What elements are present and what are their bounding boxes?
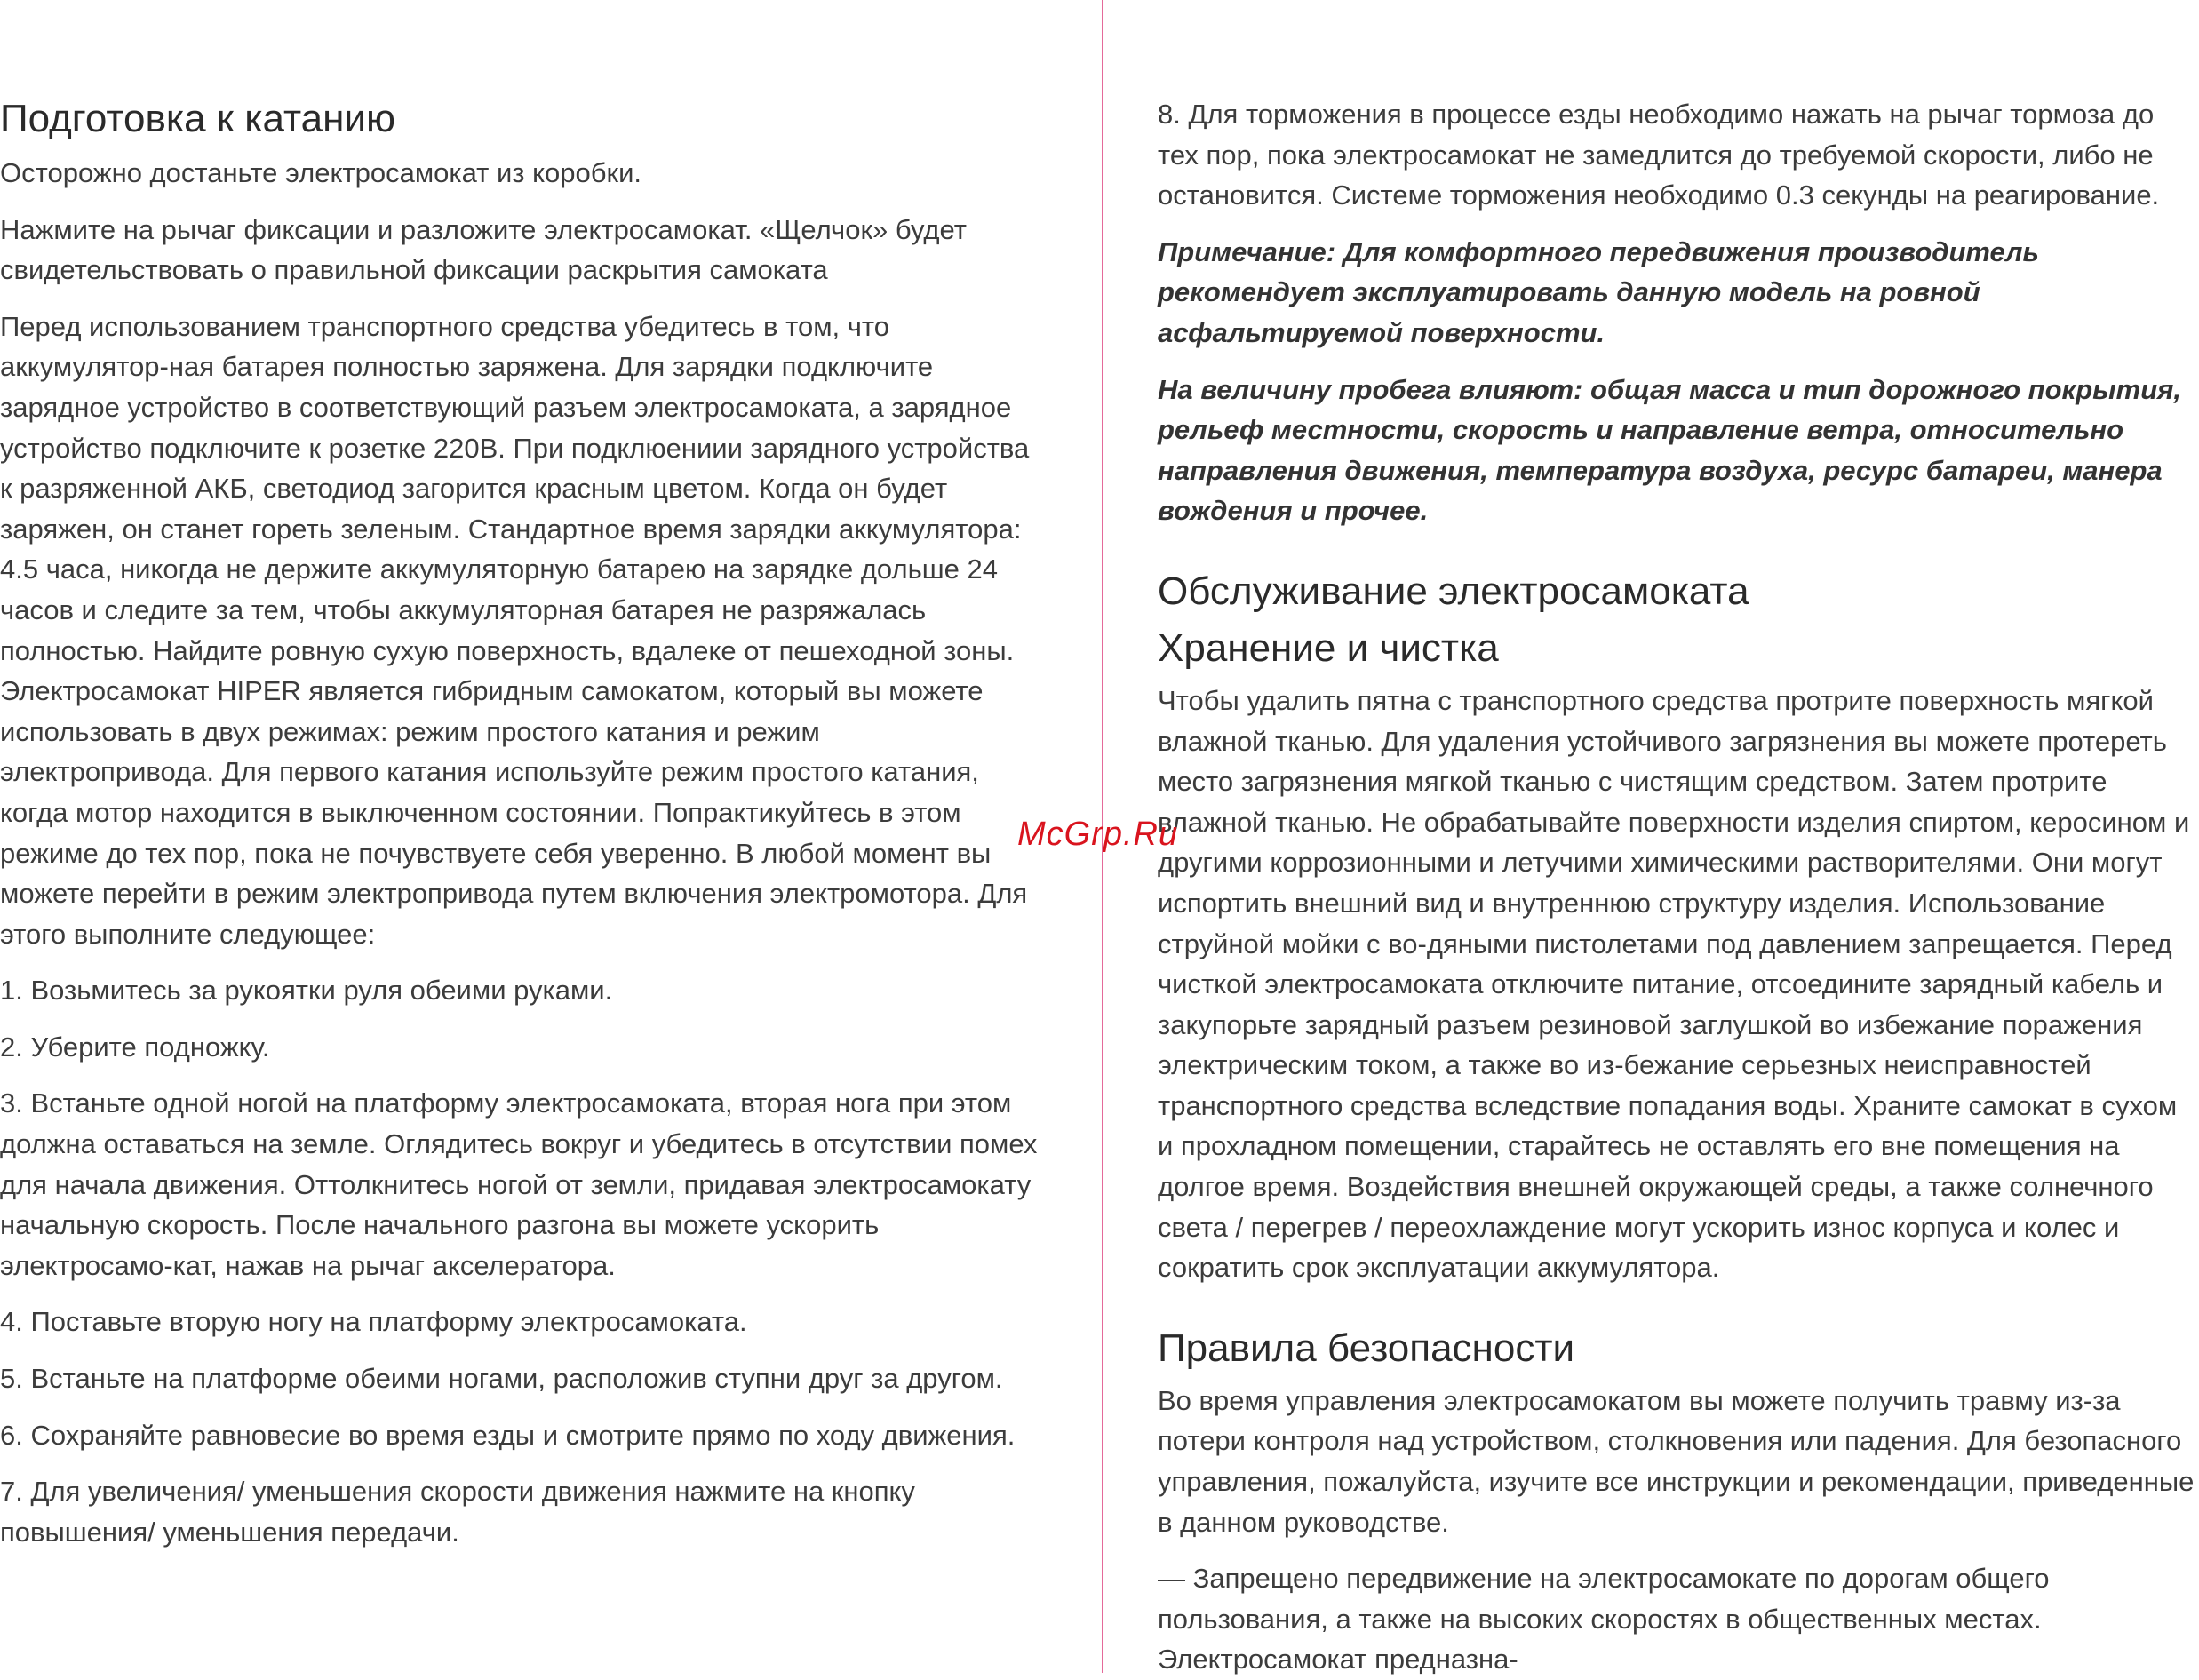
paragraph-safety-intro: Во время управления электросамокатом вы можете получить травму из-за потери контроля над устройством, столкновения или падения. Для безопасного управления, пожалуйста, изучите все инструкции и рекомендации, приведенные в данном руководстве. (1158, 1384, 2195, 1538)
step-5: 5. Встаньте на платформе обеими ногами, расположив ступни друг за другом. (0, 1363, 1003, 1395)
paragraph-charging: Перед использованием транспортного средства убедитесь в том, что аккумулятор-ная батарея полностью заряжена. Для зарядки подключите зарядное устройство в соответствующий разъем электросамоката, а зарядное устройство подключите к розетке 220В. При подклюениии зарядного устройства к разряженной АКБ, светодиод загорится красным цветом. Когда он будет заряжен, он станет гореть зеленым. Стандартное время зарядки аккумулятора: 4.5 часа, никогда не держите аккумуляторную батарею на зарядке дольше 24 часов и следите за тем, чтобы аккумуляторная батарея не разряжалась полностью. Найдите ровную сухую поверхность, вдалеке от пешеходной зоны. Электросамокат HIPER является гибридным самокатом, который вы можете использовать в двух режимах: режим простого катания и режим электропривода. Для первого катания используйте режим простого катания, когда мотор находится в выключенном состоянии. Попрактикуйтесь в этом режиме до тех пор, пока не почувствуете себя уверенно. В любой момент вы можете перейти в режим электропривода путем включения электромотора. Для этого выполните следующее: (0, 310, 1030, 950)
heading-safety: Правила безопасности (1158, 1326, 1575, 1370)
heading-preparation: Подготовка к катанию (0, 97, 396, 140)
step-3: 3. Встаньте одной ногой на платформу электросамоката, вторая нога при этом должна оставаться на земле. Оглядитесь вокруг и убедитесь в отсутствии помех для начала движения. Оттолкнитесь ногой от земли, придавая электросамокату начальную скорость. После начального разгона вы можете ускорить электросамо-кат, нажав на рычаг акселератора. (0, 1087, 1038, 1281)
left-column (0, 0, 1040, 1552)
paragraph-unbox: Осторожно достаньте электросамокат из коробки. (0, 157, 642, 188)
heading-service: Обслуживание электросамоката (1158, 569, 1749, 613)
heading-storage: Хранение и чистка (1158, 625, 1499, 670)
step-8: 8. Для торможения в процессе езды необходимо нажать на рычаг тормоза до тех пор, пока электросамокат не замедлится до требуемой скорости, либо не остановится. Системе торможения необходимо 0.3 секунды на реагирование. (1158, 99, 2160, 211)
step-4: 4. Поставьте вторую ногу на платформу электросамоката. (0, 1306, 747, 1338)
paragraph-unfold: Нажмите на рычаг фиксации и разложите электросамокат. «Щелчок» будет свидетельствовать о правильной фиксации раскрытия самоката (0, 213, 967, 286)
step-1: 1. Возьмитесь за рукоятки руля обеими руками. (0, 975, 613, 1007)
left-page (0, 0, 1102, 1673)
step-7: 7. Для увеличения/ уменьшения скорости движения нажмите на кнопку повышения/ уменьшения передачи. (0, 1476, 915, 1548)
note-range: На величину пробега влияют: общая масса и тип дорожного покрытия, рельеф местности, скорость и направление ветра, относительно направления движения, температура воздуха, ресурс батареи, манера вождения и прочее. (1158, 373, 2182, 527)
paragraph-safety-rule: — Запрещено передвижение на электросамокате по дорогам общего пользования, а также на высоких скоростях в общественных местах. Электросамокат предназна- (1158, 1563, 2050, 1676)
watermark: McGrp.Ru (1017, 816, 1179, 853)
paragraph-storage: Чтобы удалить пятна с транспортного средства протрите поверхность мягкой влажной тканью. Для удаления устойчивого загрязнения вы можете протереть место загрязнения мягкой тканью с чистящим средством. Затем протрите влажной тканью. Не обрабатывайте поверхности изделия спиртом, керосином и другими коррозионными и летучими химическими растворителями. Они могут испортить внешний вид и внутреннюю структуру изделия. Использование струйной мойки с во-дяными пистолетами под давлением запрещается. Перед чисткой электросамоката отключите питание, отсоедините зарядный кабель и закупорьте зарядный разъем резиновой заглушкой во избежание поражения электрическим током, а также во из-бежание серьезных неисправностей транспортного средства вследствие попадания воды. Храните самокат в сухом и прохладном помещении, старайтесь не оставлять его вне помещения на долгое время. Воздействия внешней окружающей среды, а также солнечного света / перегрев / переохлаждение могут ускорить износ корпуса и колес и сократить срок эксплуатации аккумулятора. (1158, 684, 2190, 1284)
step-6: 6. Сохраняйте равновесие во время езды и смотрите прямо по ходу движения. (0, 1419, 1016, 1451)
right-column (1158, 0, 2199, 1680)
note-surface: Примечание: Для комфортного передвижения производитель рекомендует эксплуатировать данную модель на ровной асфальтируемой поверхности. (1158, 235, 2039, 348)
step-2: 2. Уберите подножку. (0, 1031, 270, 1063)
right-page (1104, 0, 2199, 1676)
